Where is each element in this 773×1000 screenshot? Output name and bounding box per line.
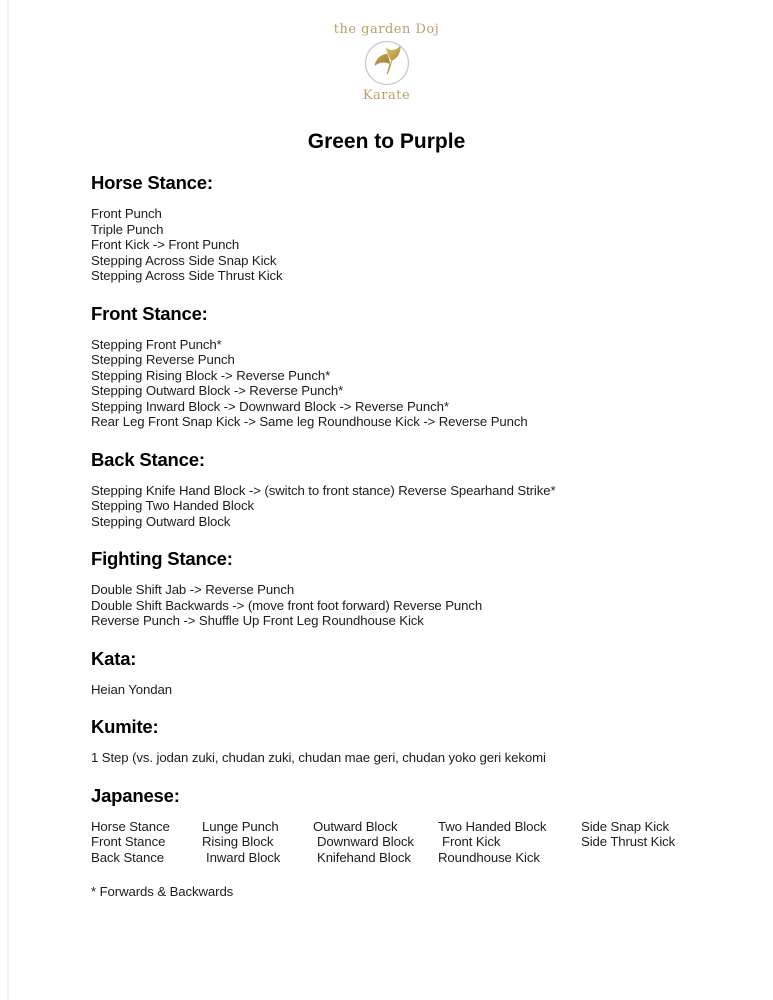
- dojo-name-text: the garden Doj: [333, 22, 440, 37]
- section-heading: Front Stance:: [91, 302, 208, 324]
- vocab-term: Rising Block: [202, 834, 274, 849]
- technique-line: Front Punch: [91, 206, 162, 221]
- japanese-vocab-table: [91, 819, 713, 866]
- section-heading: Japanese:: [91, 784, 180, 806]
- vocab-column-punches: [202, 819, 313, 866]
- vocab-term: Outward Block: [313, 818, 398, 834]
- section-japanese: [91, 785, 713, 866]
- technique-line: Double Shift Backwards -> (move front foot forward) Reverse Punch: [91, 597, 483, 613]
- technique-line: Front Kick -> Front Punch: [91, 237, 240, 252]
- technique-line: Stepping Outward Block -> Reverse Punch*: [91, 383, 344, 398]
- technique-line: Stepping Rising Block -> Reverse Punch*: [91, 367, 331, 383]
- dojo-subtitle-text: Karate: [362, 88, 411, 103]
- section-heading: Kumite:: [91, 716, 159, 737]
- page-title: Green to Purple: [307, 130, 466, 153]
- section-heading: Horse Stance:: [91, 172, 213, 193]
- technique-line: Heian Yondan: [91, 681, 172, 697]
- vocab-column-stances: [91, 819, 202, 866]
- footnote: * Forwards & Backwards: [91, 884, 234, 899]
- vocab-term: Side Snap Kick: [581, 818, 670, 834]
- vocab-column-side-kicks: [581, 819, 713, 866]
- vocab-term: Downward Block: [317, 834, 414, 849]
- technique-line: Triple Punch: [91, 221, 164, 237]
- section-fighting-stance: [91, 548, 713, 629]
- vocab-term: Roundhouse Kick: [438, 849, 540, 865]
- vocab-column-blocks-kicks: [438, 819, 581, 866]
- ginkgo-leaves-icon: [364, 40, 410, 86]
- section-front-stance: [91, 303, 713, 430]
- technique-line: Stepping Across Side Snap Kick: [91, 252, 277, 268]
- vocab-term: Lunge Punch: [202, 818, 279, 834]
- document-content: [0, 172, 773, 900]
- section-heading: Kata:: [91, 647, 137, 669]
- section-kumite: [91, 716, 713, 766]
- technique-line: Rear Leg Front Snap Kick -> Same leg Roundhouse Kick -> Reverse Punch: [91, 414, 528, 429]
- technique-line: Stepping Reverse Punch: [91, 352, 235, 367]
- vocab-term: Knifehand Block: [317, 849, 411, 865]
- vocab-column-blocks-1: [313, 819, 438, 866]
- vocab-term: Side Thrust Kick: [581, 834, 676, 849]
- vocab-term: Front Stance: [91, 834, 166, 849]
- technique-line: Stepping Two Handed Block: [91, 498, 254, 513]
- dojo-logo: [0, 22, 773, 103]
- vocab-term: Front Kick: [442, 834, 501, 849]
- technique-line: Stepping Across Side Thrust Kick: [91, 268, 283, 283]
- technique-line: 1 Step (vs. jodan zuki, chudan zuki, chudan mae geri, chudan yoko geri kekomi: [91, 750, 546, 765]
- technique-line: Stepping Outward Block: [91, 513, 231, 529]
- vocab-term: Horse Stance: [91, 818, 170, 834]
- technique-line: Stepping Inward Block -> Downward Block -> Reverse Punch*: [91, 398, 449, 414]
- vocab-term: Back Stance: [91, 849, 164, 865]
- section-heading: Fighting Stance:: [91, 548, 233, 569]
- section-kata: [91, 648, 713, 698]
- section-heading: Back Stance:: [91, 448, 205, 470]
- vocab-term: Two Handed Block: [438, 818, 547, 834]
- technique-line: Stepping Knife Hand Block -> (switch to front stance) Reverse Spearhand Strike*: [91, 482, 556, 498]
- technique-line: Reverse Punch -> Shuffle Up Front Leg Roundhouse Kick: [91, 613, 424, 628]
- section-horse-stance: [91, 172, 713, 284]
- technique-line: Stepping Front Punch*: [91, 336, 222, 352]
- vocab-term: Inward Block: [206, 849, 281, 865]
- technique-line: Double Shift Jab -> Reverse Punch: [91, 582, 295, 597]
- section-back-stance: [91, 449, 713, 530]
